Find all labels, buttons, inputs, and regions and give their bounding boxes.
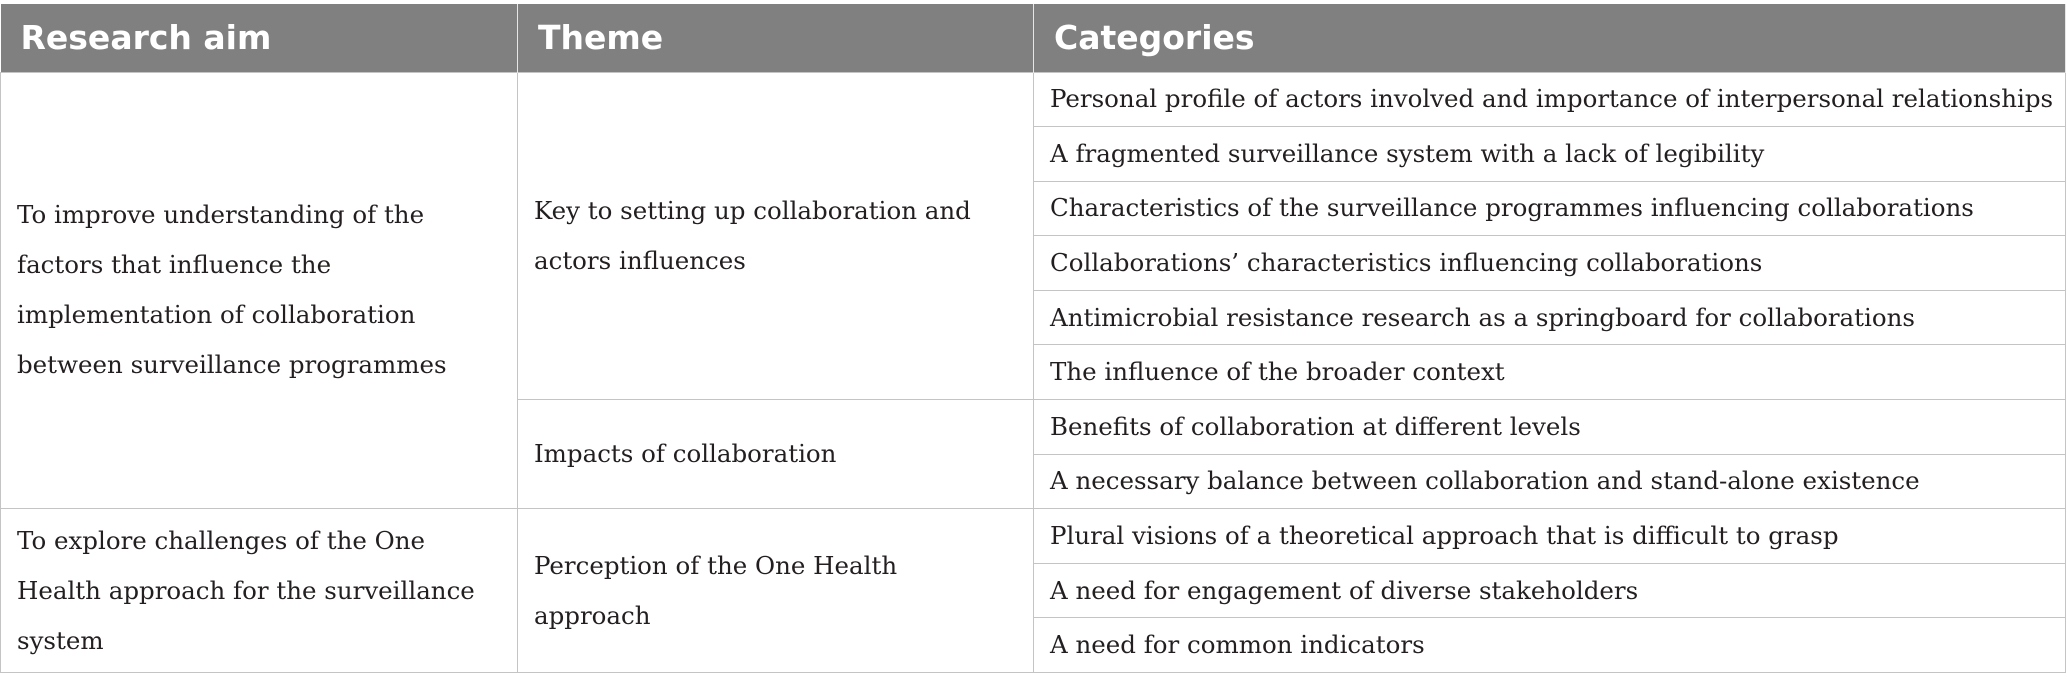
category-cell: Collaborations’ characteristics influencing collaborations [1034, 236, 2066, 291]
research-aim-cell: To explore challenges of the One Health approach for the surveillance system [1, 509, 518, 673]
category-cell: The influence of the broader context [1034, 345, 2066, 400]
category-cell: A need for common indicators [1034, 618, 2066, 673]
theme-cell: Perception of the One Health approach [518, 509, 1034, 673]
category-cell: Personal profile of actors involved and importance of interpersonal relationships [1034, 72, 2066, 127]
category-cell: Antimicrobial resistance research as a springboard for collaborations [1034, 290, 2066, 345]
table-row [1, 509, 2066, 564]
header-categories: Categories [1034, 4, 2066, 72]
research-table [0, 4, 2066, 673]
table-row [1, 72, 2066, 127]
research-aim-cell: To improve understanding of the factors that influence the implementation of collaboration between surveillance programmes [1, 72, 518, 509]
category-cell: A fragmented surveillance system with a lack of legibility [1034, 127, 2066, 182]
theme-cell: Impacts of collaboration [518, 400, 1034, 509]
category-cell: Plural visions of a theoretical approach that is difficult to grasp [1034, 509, 2066, 564]
header-row [1, 4, 2066, 72]
category-cell: Benefits of collaboration at different levels [1034, 400, 2066, 455]
header-research-aim: Research aim [1, 4, 518, 72]
category-cell: A need for engagement of diverse stakeholders [1034, 563, 2066, 618]
category-cell: A necessary balance between collaboration and stand-alone existence [1034, 454, 2066, 509]
category-cell: Characteristics of the surveillance programmes influencing collaborations [1034, 181, 2066, 236]
theme-cell: Key to setting up collaboration and actors influences [518, 72, 1034, 400]
header-theme: Theme [518, 4, 1034, 72]
